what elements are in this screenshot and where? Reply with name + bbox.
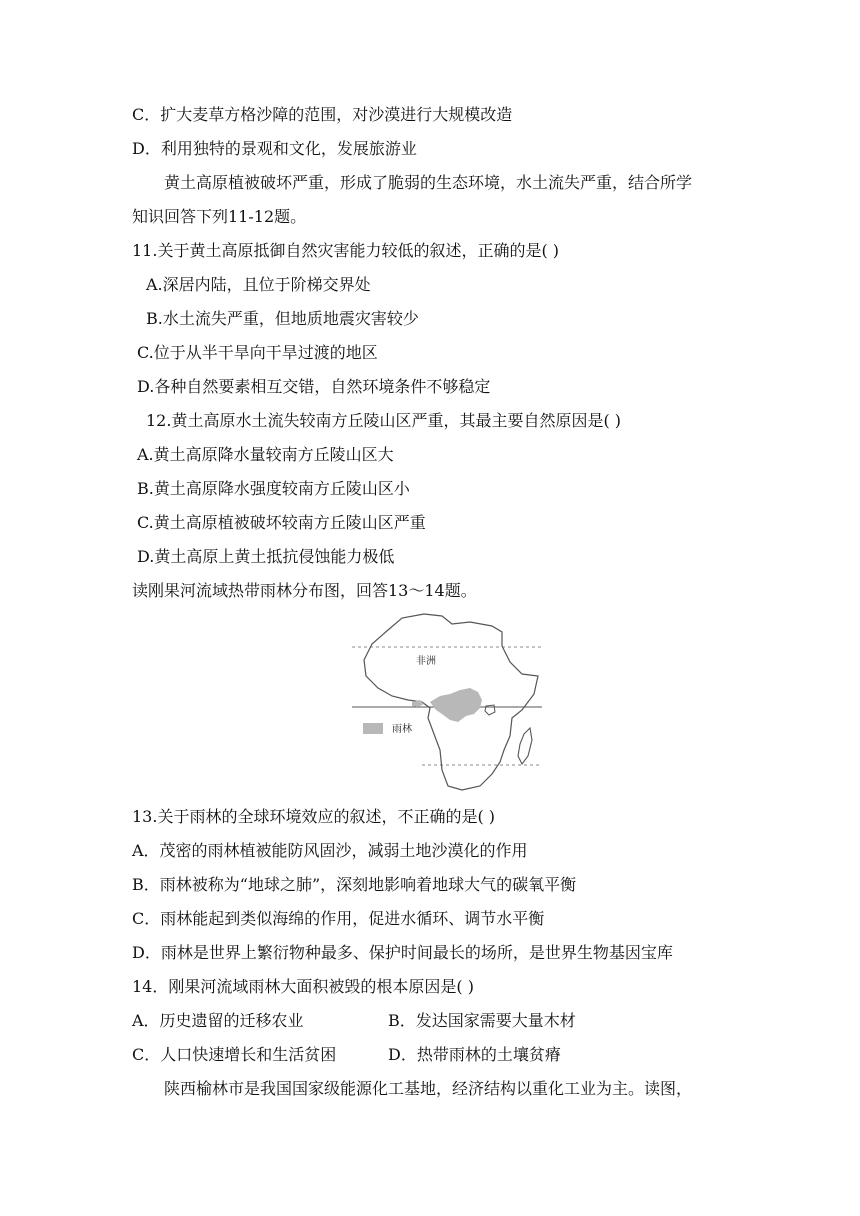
- question-14-option-c: C．人口快速增长和生活贫困: [132, 1045, 337, 1064]
- question-11-option-d: D.各种自然要素相互交错，自然环境条件不够稳定: [137, 377, 491, 396]
- question-11-option-b: B.水土流失严重，但地质地震灾害较少: [146, 309, 419, 328]
- question-13: 13.关于雨林的全球环境效应的叙述，不正确的是( ): [132, 807, 496, 826]
- africa-map-figure: [352, 610, 542, 795]
- question-14-option-b: B．发达国家需要大量木材: [388, 1011, 576, 1030]
- question-11-option-a: A.深居内陆，且位于阶梯交界处: [146, 275, 371, 294]
- option-d-text: D．利用独特的景观和文化，发展旅游业: [132, 139, 417, 158]
- question-14: 14．刚果河流域雨林大面积被毁的根本原因是( ): [132, 977, 474, 996]
- question-14-option-a: A．历史遗留的迁移农业: [132, 1011, 304, 1030]
- intro-13-14: 读刚果河流域热带雨林分布图，回答13～14题。: [132, 581, 477, 600]
- question-13-option-d: D．雨林是世界上繁衍物种最多、保护时间最长的场所，是世界生物基因宝库: [132, 943, 673, 962]
- passage-yulin-line1: 陕西榆林市是我国国家级能源化工基地，经济结构以重化工业为主。读图，: [164, 1079, 693, 1098]
- rainforest-area: [430, 688, 482, 722]
- legend-swatch: [363, 723, 383, 734]
- question-12-option-c: C.黄土高原植被破坏较南方丘陵山区严重: [137, 513, 426, 532]
- passage-loess-line2: 知识回答下列11-12题。: [132, 207, 307, 226]
- question-12-option-a: A.黄土高原降水量较南方丘陵山区大: [137, 445, 394, 464]
- question-14-option-d: D．热带雨林的土壤贫瘠: [388, 1045, 561, 1064]
- question-12-option-b: B.黄土高原降水强度较南方丘陵山区小: [137, 479, 410, 498]
- madagascar-outline: [518, 728, 532, 764]
- question-12-option-d: D.黄土高原上黄土抵抗侵蚀能力极低: [137, 547, 395, 566]
- congo-rainforest-map: [352, 610, 542, 795]
- continent-label: 非洲: [416, 656, 436, 667]
- question-11: 11.关于黄土高原抵御自然灾害能力较低的叙述，正确的是( ): [132, 241, 560, 260]
- legend-label: 雨林: [392, 724, 412, 735]
- question-13-option-b: B．雨林被称为“地球之肺”，深刻地影响着地球大气的碳氧平衡: [132, 875, 577, 894]
- passage-loess-line1: 黄土高原植被破坏严重，形成了脆弱的生态环境，水土流失严重，结合所学: [164, 173, 693, 192]
- option-c-text: C．扩大麦草方格沙障的范围，对沙漠进行大规模改造: [132, 105, 513, 124]
- question-12: 12.黄土高原水土流失较南方丘陵山区严重，其最主要自然原因是( ): [146, 411, 622, 430]
- question-13-option-a: A．茂密的雨林植被能防风固沙，减弱土地沙漠化的作用: [132, 841, 528, 860]
- question-11-option-c: C.位于从半干旱向干旱过渡的地区: [137, 343, 378, 362]
- question-13-option-c: C．雨林能起到类似海绵的作用，促进水循环、调节水平衡: [132, 909, 545, 928]
